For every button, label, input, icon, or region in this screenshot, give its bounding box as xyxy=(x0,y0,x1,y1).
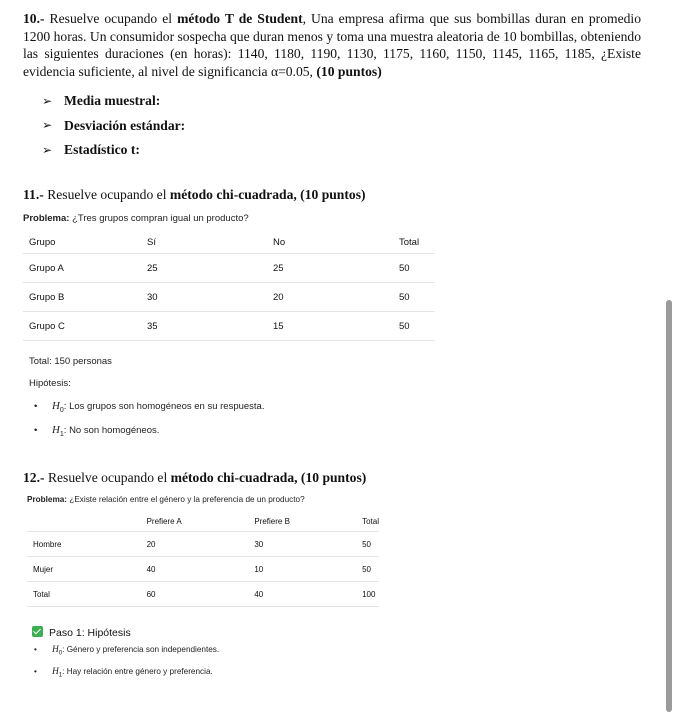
q10-number: 10.- xyxy=(23,11,45,26)
table-header-row: Prefiere A Prefiere B Total xyxy=(27,511,379,532)
q11-h0: • $H_0$: Los grupos son homogéneos en su respuesta. xyxy=(34,400,265,414)
arrow-icon: ➢ xyxy=(42,118,53,133)
bullet-icon: • xyxy=(34,667,37,676)
table-row: Hombre 20 30 50 xyxy=(27,532,379,557)
q10-bullet-list xyxy=(42,89,185,163)
bullet-icon: • xyxy=(34,425,38,436)
table-header-row: Grupo Sí No Total xyxy=(23,231,435,254)
q10-pre: Resuelve ocupando el xyxy=(49,11,173,26)
q10-statement xyxy=(23,10,641,81)
q11-h1: • $H_1$: No son homogéneos. xyxy=(34,424,160,438)
table-row: Grupo A 25 25 50 xyxy=(23,254,435,283)
q12-title: 12.- Resuelve ocupando el método chi-cuadrada, (10 puntos) xyxy=(23,470,367,485)
q12-problem: Problema: ¿Existe relación entre el género y la preferencia de un producto? xyxy=(27,495,305,504)
q12-h1: • $H_1$: Hay relación entre género y preferencia. xyxy=(34,667,213,679)
q11-title: 11.- Resuelve ocupando el método chi-cuadrada, (10 puntos) xyxy=(23,187,366,202)
q12-step-title: Paso 1: Hipótesis xyxy=(32,626,131,639)
arrow-icon: ➢ xyxy=(42,93,53,108)
arrow-icon: ➢ xyxy=(42,142,53,157)
q12-h0: • $H_0$: Género y preferencia son independientes. xyxy=(34,645,220,657)
table-row: Grupo B 30 20 50 xyxy=(23,283,435,312)
q10-method: método T de Student xyxy=(177,11,303,26)
q11-total: Total: 150 personas xyxy=(29,356,112,367)
table-row: Total 60 40 100 xyxy=(27,582,379,607)
table-row: Grupo C 35 15 50 xyxy=(23,312,435,341)
checkmark-icon xyxy=(32,626,43,637)
q11-problem: Problema: ¿Tres grupos compran igual un producto? xyxy=(23,213,249,224)
bullet-icon: • xyxy=(34,645,37,654)
q12-table xyxy=(27,511,379,607)
q11-hypothesis-label: Hipótesis: xyxy=(29,378,71,389)
bullet-icon: • xyxy=(34,401,38,412)
vertical-scrollbar[interactable] xyxy=(666,300,672,712)
list-item: ➢ Desviación estándar: xyxy=(42,117,186,133)
list-item: ➢ Media muestral: xyxy=(42,93,161,109)
q11-table xyxy=(23,231,435,341)
table-row: Mujer 40 10 50 xyxy=(27,557,379,582)
q10-body: , Una empresa afirma que sus bombillas duran en promedio 1200 horas. Un consumidor sospecha que duran menos y toma una muestra aleatoria de 10 bombillas, obteniendo las siguientes duraciones (en horas): 1140, 1180, 1190, 1130, 1175, 1160, 1150, 1145, 1165, 1185, ¿Existe evidencia suficiente, al nivel de significancia α=0.05, xyxy=(23,11,641,80)
list-item: ➢ Estadístico t: xyxy=(42,142,140,158)
q10-points: (10 puntos) xyxy=(316,64,382,80)
